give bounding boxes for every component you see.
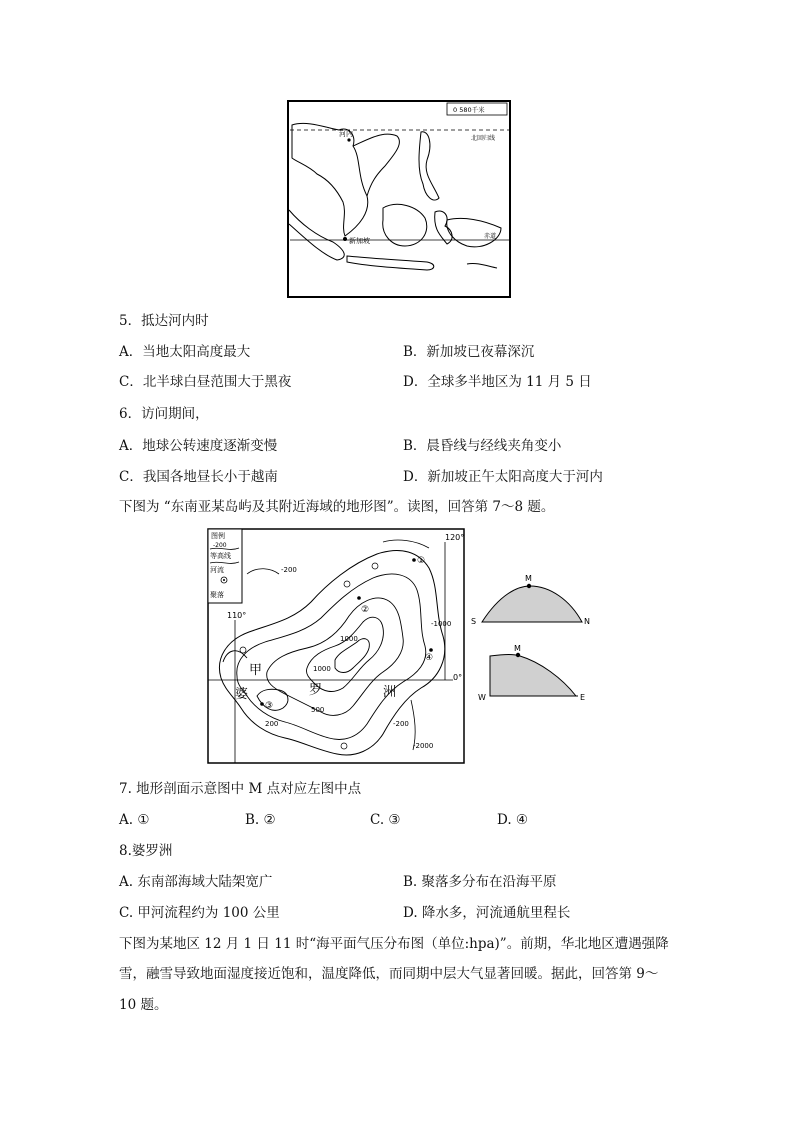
profile-south-north	[470, 570, 592, 640]
q8-option-b: B. 聚落多分布在沿海平原	[403, 874, 557, 890]
q6-option-c: C．我国各地昼长小于越南	[119, 469, 278, 485]
q8-stem: 8.婆罗洲	[119, 843, 173, 859]
contour-label: -200	[281, 566, 297, 574]
legend-contour: 等高线	[210, 552, 231, 560]
point-3: ③	[265, 701, 274, 711]
map-char-luo: 罗	[309, 683, 323, 698]
profile1-right-label: N	[584, 617, 590, 626]
contour-label: 1000	[313, 665, 331, 673]
q5-stem: 5．抵达河内时	[119, 313, 209, 329]
intro-q9-10-line1: 下图为某地区 12 月 1 日 11 时“海平面气压分布图（单位:hpa)”。前期，华北地区遭遇强降	[119, 936, 669, 952]
point-1: ①	[417, 556, 426, 566]
longitude-120: 120°	[445, 533, 465, 542]
profile-west-east	[476, 642, 592, 708]
legend-contour-value: -200	[213, 542, 227, 549]
map-char-po: 婆	[235, 687, 249, 702]
q7-option-d: D. ④	[497, 812, 529, 828]
q7-option-c: C. ③	[370, 812, 401, 828]
q8-option-d: D. 降水多，河流通航里程长	[403, 905, 571, 921]
q8-option-a: A. 东南部海域大陆架宽广	[119, 874, 273, 890]
contour-label: 500	[311, 706, 325, 714]
profile1-m-label: M	[525, 574, 532, 583]
q5-option-d: D．全球多半地区为 11 月 5 日	[403, 374, 592, 390]
contour-label: 1000	[340, 635, 358, 643]
map-char-zhou: 洲	[383, 685, 397, 700]
legend-settlement: 聚落	[210, 591, 224, 599]
point-2: ②	[361, 605, 370, 615]
intro-q7-8: 下图为 “东南亚某岛屿及其附近海域的地形图”。读图，回答第 7～8 题。	[119, 499, 555, 515]
q8-option-c: C. 甲河流程约为 100 公里	[119, 905, 280, 921]
profile2-m-label: M	[514, 644, 521, 653]
q7-option-b: B. ②	[245, 812, 276, 828]
legend-title: 图例	[211, 532, 225, 540]
intro-q9-10-line3: 10 题。	[119, 997, 168, 1013]
contour-label: -1000	[431, 620, 452, 628]
latitude-0: 0°	[453, 673, 463, 682]
profile2-right-label: E	[580, 693, 586, 702]
intro-q9-10-line2: 雪，融雪导致地面湿度接近饱和，温度降低，而同期中层大气显著回暖。据此，回答第 9～	[119, 966, 659, 982]
contour-label: 200	[265, 720, 279, 728]
map-scale: 0 580千米	[453, 106, 485, 114]
legend-river: 河流	[210, 566, 224, 574]
profile1-left-label: S	[471, 617, 477, 626]
borneo-topographic-map	[207, 528, 465, 764]
profile2-left-label: W	[478, 693, 486, 702]
q6-option-b: B．晨昏线与经线夹角变小	[403, 438, 562, 454]
southeast-asia-map	[287, 100, 511, 298]
q6-option-d: D．新加坡正午太阳高度大于河内	[403, 469, 603, 485]
q6-option-a: A．地球公转速度逐渐变慢	[119, 438, 278, 454]
map-char-jia: 甲	[249, 663, 263, 678]
hanoi-label: 河内	[339, 130, 353, 138]
longitude-110: 110°	[227, 611, 247, 620]
point-4: ④	[425, 653, 434, 663]
q7-option-a: A. ①	[119, 812, 150, 828]
equator-label: 赤道	[484, 233, 497, 240]
singapore-label: 新加坡	[349, 237, 370, 245]
q7-stem: 7. 地形剖面示意图中 M 点对应左图中点	[119, 781, 362, 797]
contour-label: -2000	[413, 742, 434, 750]
q6-stem: 6．访问期间，	[119, 406, 209, 422]
tropic-label: 北回归线	[471, 135, 496, 142]
contour-label: -200	[393, 720, 409, 728]
q5-option-c: C．北半球白昼范围大于黑夜	[119, 374, 292, 390]
q5-option-b: B．新加坡已夜幕深沉	[403, 344, 535, 360]
q5-option-a: A．当地太阳高度最大	[119, 344, 251, 360]
